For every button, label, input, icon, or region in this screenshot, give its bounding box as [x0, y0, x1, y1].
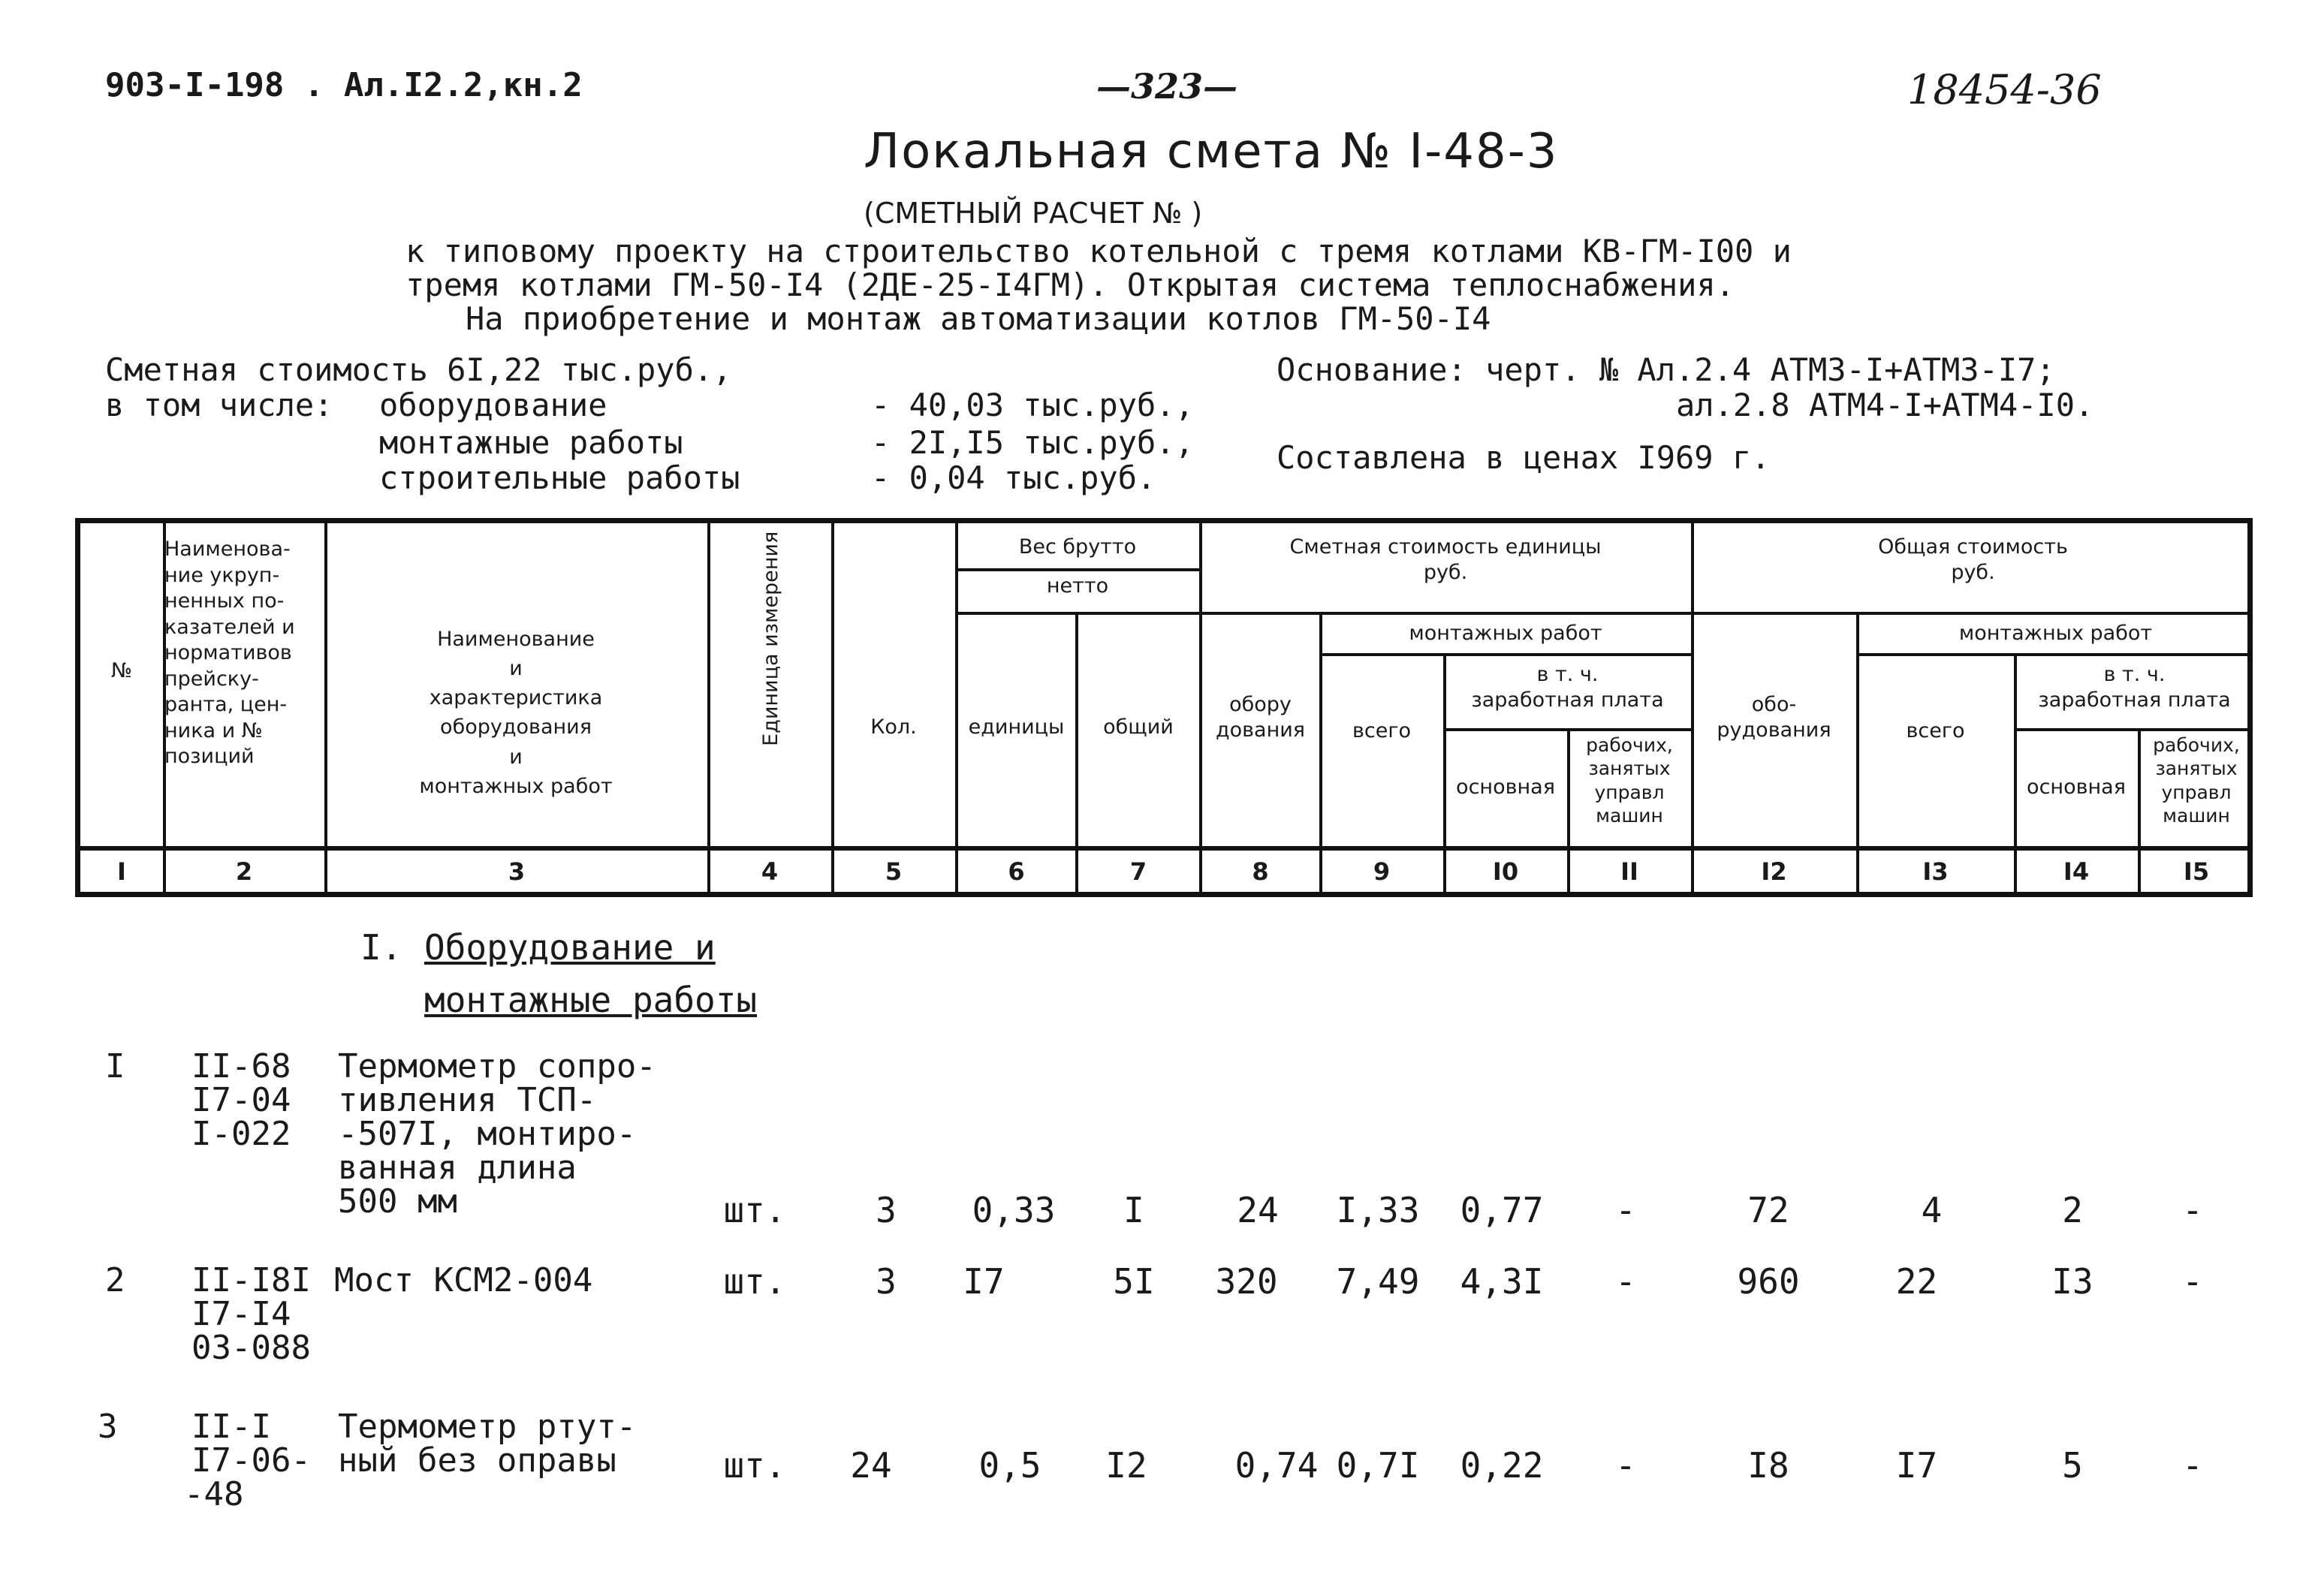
row-unit-wage-machine: - — [1615, 1261, 1636, 1302]
column-number: 4 — [761, 857, 779, 886]
row-unit-equipment-cost: 0,74 — [1234, 1445, 1319, 1486]
row-item-name: -507I, монтиро- — [338, 1115, 637, 1153]
cost-item-value: - 40,03 тыс.руб., — [871, 387, 1194, 423]
document-reference: 903-I-198 . Ал.I2.2,кн.2 — [105, 66, 583, 104]
row-number: 3 — [98, 1408, 118, 1446]
row-total-equipment: 960 — [1737, 1261, 1800, 1302]
row-quantity: 24 — [850, 1445, 892, 1486]
row-total-mount: I7 — [1895, 1445, 1938, 1486]
unit-mount-group-header: монтажных работ — [1409, 622, 1602, 645]
col-total-wage-machine-header: рабочих, занятых управл машин — [2153, 734, 2240, 827]
row-total-wage-base: 5 — [2062, 1445, 2083, 1486]
total-mount-group-header: монтажных работ — [1958, 622, 2153, 645]
row-unit-mount-total: 7,49 — [1336, 1261, 1420, 1302]
row-code: I7-06- — [191, 1441, 311, 1480]
row-code: I7-04 — [191, 1081, 291, 1119]
row-item-name: тивления ТСП- — [338, 1081, 597, 1119]
row-unit-mount-total: 0,7I — [1336, 1445, 1420, 1486]
cost-item-label: строительные работы — [379, 459, 740, 496]
row-unit: шт. — [723, 1261, 786, 1302]
cost-item-value: - 2I,I5 тыс.руб., — [871, 424, 1194, 461]
col-qty-header: Кол. — [870, 715, 917, 739]
section-number: I. — [360, 927, 402, 968]
row-weight-unit: 0,33 — [972, 1190, 1056, 1230]
col-total-equipment-header: обо- рудования — [1717, 693, 1831, 742]
column-number: 5 — [885, 857, 903, 886]
row-unit-wage-base: 0,77 — [1460, 1190, 1544, 1230]
row-unit-wage-base: 4,3I — [1460, 1261, 1544, 1302]
column-number: 6 — [1008, 857, 1025, 886]
row-unit-wage-base: 0,22 — [1460, 1445, 1544, 1486]
weight-net-header: нетто — [1046, 574, 1109, 598]
column-number: 7 — [1129, 857, 1147, 886]
col-weight-total-header: общий — [1103, 715, 1174, 739]
column-number: I4 — [2063, 857, 2090, 886]
document-subtitle: (СМЕТНЫЙ РАСЧЕТ № ) — [864, 197, 1203, 230]
row-item-name: Мост КСМ2-004 — [334, 1261, 593, 1299]
row-weight-total: 5I — [1113, 1261, 1155, 1302]
row-item-name: Термометр ртут- — [338, 1408, 637, 1446]
row-item-name: 500 мм — [338, 1182, 457, 1221]
col-name-header: Наименование и характеристика оборудования и монтажных работ — [419, 628, 613, 798]
row-item-name: ный без оправы — [338, 1441, 616, 1480]
row-total-wage-machine: - — [2182, 1190, 2203, 1230]
description-line-1: к типовому проекту на строительство котельной с тремя котлами КВ-ГМ-I00 и — [405, 233, 1792, 270]
basis-line-2: ал.2.8 АТМ4-I+АТМ4-I0. — [1676, 387, 2094, 423]
col-total-mount-total-header: всего — [1906, 719, 1965, 742]
row-total-wage-machine: - — [2182, 1445, 2203, 1486]
description-line-3: На приобретение и монтаж автоматизации котлов ГМ-50-I4 — [466, 300, 1491, 337]
row-unit-equipment-cost: 320 — [1215, 1261, 1278, 1302]
row-total-equipment: 72 — [1747, 1190, 1789, 1230]
including-label: в том числе: — [105, 387, 333, 423]
col-code-header: Наименова- ние укруп- ненных по- казателей и нормативов прейску- ранта, цен- ника и № позиций — [164, 538, 295, 769]
cost-item-value: - 0,04 тыс.руб. — [871, 459, 1156, 496]
column-number: 2 — [235, 857, 253, 886]
row-number: I — [105, 1047, 125, 1086]
row-total-wage-base: I3 — [2051, 1261, 2093, 1302]
column-number: I — [117, 857, 126, 886]
row-quantity: 3 — [876, 1190, 897, 1230]
column-number: I5 — [2183, 857, 2210, 886]
section-title-line-1: Оборудование и — [424, 927, 716, 968]
col-unit-mount-total-header: всего — [1352, 719, 1412, 742]
total-cost: Сметная стоимость 6I,22 тыс.руб., — [105, 351, 732, 388]
row-weight-total: I2 — [1105, 1445, 1147, 1486]
document-title: Локальная смета № I-48-3 — [864, 124, 1559, 179]
col-weight-unit-header: единицы — [968, 715, 1065, 739]
total-cost-group-header: Общая стоимость руб. — [1878, 535, 2068, 584]
price-basis: Составлена в ценах I969 г. — [1277, 439, 1771, 476]
basis-line-1: Основание: черт. № Ал.2.4 АТМЗ-I+АТМЗ-I7; — [1277, 351, 2055, 388]
column-number: 8 — [1252, 857, 1269, 886]
row-total-wage-base: 2 — [2062, 1190, 2083, 1230]
row-weight-unit: I7 — [963, 1261, 1005, 1302]
archive-number: 18454-36 — [1907, 66, 2102, 113]
section-title-line-2: монтажные работы — [424, 980, 758, 1020]
col-unit-header: Единица измерения — [759, 531, 783, 746]
weight-gross-header: Вес брутто — [1018, 535, 1137, 559]
cost-item-label: оборудование — [379, 387, 607, 423]
total-wage-group-header: в т. ч. заработная плата — [2038, 663, 2231, 712]
row-total-mount: 4 — [1921, 1190, 1943, 1230]
row-code: 03-088 — [191, 1329, 311, 1367]
page-number: —323— — [1096, 66, 1238, 107]
unit-cost-group-header: Сметная стоимость единицы руб. — [1289, 535, 1602, 584]
cost-item-label: монтажные работы — [379, 424, 683, 461]
row-code: II-68 — [191, 1047, 291, 1086]
column-number: 3 — [508, 857, 526, 886]
row-weight-total: I — [1123, 1190, 1144, 1230]
row-item-name: ванная длина — [338, 1149, 577, 1187]
estimate-table-header — [75, 518, 2253, 897]
column-number: II — [1620, 857, 1638, 886]
row-total-mount: 22 — [1895, 1261, 1938, 1302]
description-line-2: тремя котлами ГМ-50-I4 (2ДЕ-25-I4ГМ). Открытая система теплоснабжения. — [405, 267, 1735, 303]
row-code: I-022 — [191, 1115, 291, 1153]
row-code: II-I — [191, 1408, 271, 1446]
column-number: I2 — [1761, 857, 1787, 886]
row-unit-equipment-cost: 24 — [1237, 1190, 1279, 1230]
col-unit-wage-machine-header: рабочих, занятых управл машин — [1586, 734, 1673, 827]
row-total-wage-machine: - — [2182, 1261, 2203, 1302]
row-code: I7-I4 — [191, 1295, 291, 1333]
row-quantity: 3 — [876, 1261, 897, 1302]
row-unit-wage-machine: - — [1615, 1190, 1636, 1230]
row-unit: шт. — [723, 1190, 786, 1230]
row-code: -48 — [184, 1475, 244, 1513]
column-number: I0 — [1492, 857, 1519, 886]
col-unit-wage-base-header: основная — [1456, 775, 1555, 799]
row-item-name: Термометр сопро- — [338, 1047, 656, 1086]
row-number: 2 — [105, 1261, 125, 1299]
col-total-wage-base-header: основная — [2027, 775, 2126, 799]
column-number: I3 — [1922, 857, 1949, 886]
row-code: II-I8I — [191, 1261, 311, 1299]
row-unit-mount-total: I,33 — [1336, 1190, 1420, 1230]
row-unit-wage-machine: - — [1615, 1445, 1636, 1486]
col-unit-equipment-header: обору дования — [1215, 693, 1306, 742]
row-weight-unit: 0,5 — [978, 1445, 1041, 1486]
row-unit: шт. — [723, 1445, 786, 1486]
row-total-equipment: I8 — [1747, 1445, 1789, 1486]
unit-wage-group-header: в т. ч. заработная плата — [1471, 663, 1664, 712]
column-number: 9 — [1373, 857, 1391, 886]
col-number-header: № — [110, 659, 133, 682]
